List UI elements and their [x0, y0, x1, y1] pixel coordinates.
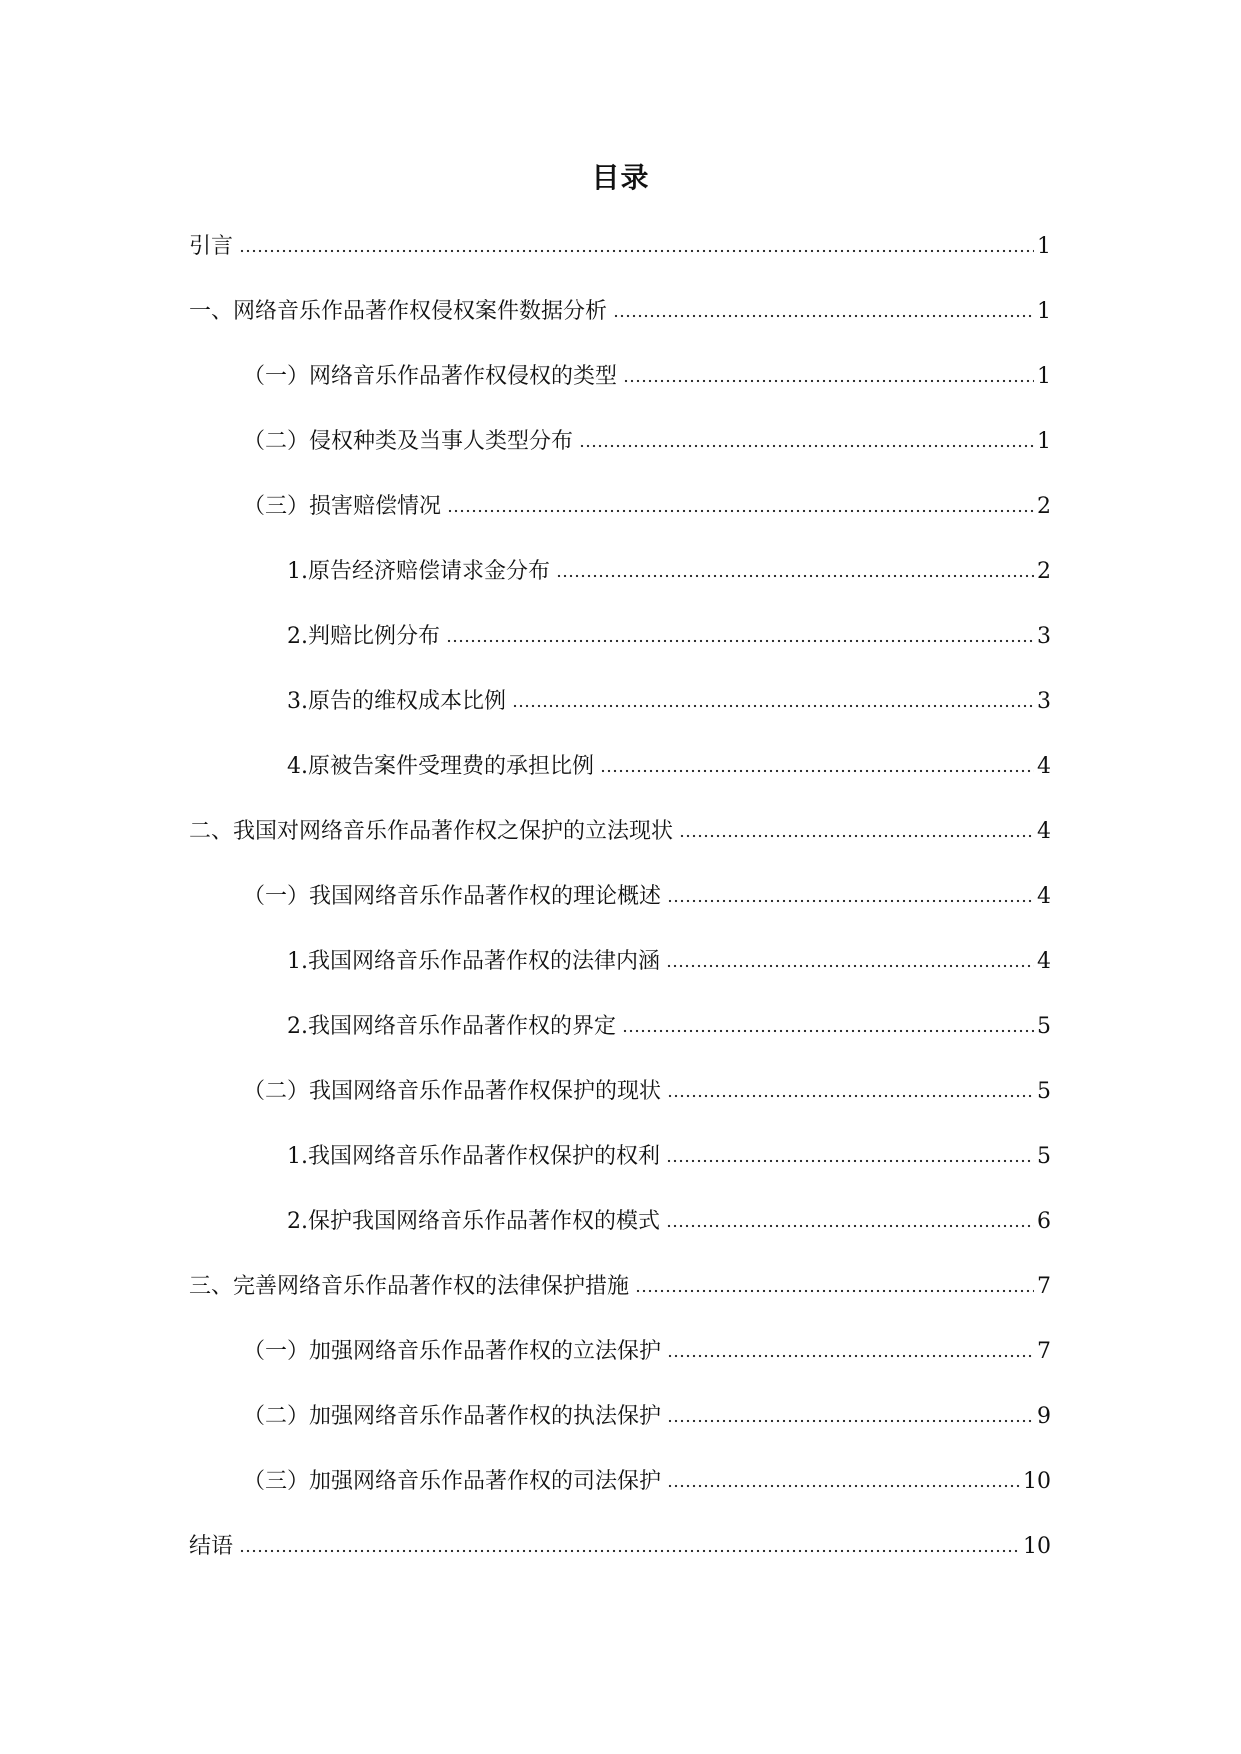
toc-entry[interactable] [189, 232, 1051, 297]
toc-entry-page: 4 [1037, 754, 1051, 779]
toc-dot-leader [667, 1402, 1034, 1424]
toc-dot-leader [667, 1467, 1020, 1489]
toc-dot-leader [635, 1272, 1034, 1294]
toc-entry-text: （二）加强网络音乐作品著作权的执法保护 [243, 1404, 662, 1429]
toc-entry-text: （一）我国网络音乐作品著作权的理论概述 [243, 884, 662, 909]
toc-entry[interactable] [189, 557, 1051, 622]
toc-entry[interactable] [189, 1467, 1051, 1532]
toc-dot-leader [666, 1207, 1034, 1229]
toc-entry-page: 1 [1037, 364, 1051, 389]
toc-entry-page: 5 [1037, 1144, 1051, 1169]
toc-entry-text: 2.判赔比例分布 [287, 624, 440, 649]
toc-entry-page: 3 [1037, 624, 1051, 649]
toc-entry-text: 1.我国网络音乐作品著作权保护的权利 [287, 1144, 660, 1169]
toc-dot-leader [447, 492, 1034, 514]
toc-entry-text: （二）侵权种类及当事人类型分布 [243, 429, 574, 454]
toc-entry-text: 1.原告经济赔偿请求金分布 [287, 559, 550, 584]
toc-entry-text: 结语 [189, 1534, 234, 1559]
toc-entry[interactable] [189, 1207, 1051, 1272]
toc-entry-page: 3 [1037, 689, 1051, 714]
toc-entry-text: 二、我国对网络音乐作品著作权之保护的立法现状 [189, 819, 674, 844]
toc-entry-text: （二）我国网络音乐作品著作权保护的现状 [243, 1079, 662, 1104]
toc-entry-page: 4 [1037, 884, 1051, 909]
toc-entry-text: 引言 [189, 234, 234, 259]
toc-dot-leader [623, 362, 1034, 384]
toc-entry[interactable] [189, 297, 1051, 362]
toc-entry-page: 4 [1037, 819, 1051, 844]
toc-entry-page: 7 [1037, 1274, 1051, 1299]
toc-dot-leader [666, 1142, 1034, 1164]
toc-dot-leader [556, 557, 1034, 579]
toc-entry[interactable] [189, 362, 1051, 427]
toc-entry-text: 2.保护我国网络音乐作品著作权的模式 [287, 1209, 660, 1234]
toc-entry[interactable] [189, 1272, 1051, 1337]
toc-entry[interactable] [189, 1337, 1051, 1402]
toc-entry-page: 1 [1037, 299, 1051, 324]
toc-entry[interactable] [189, 1402, 1051, 1467]
toc-entry-page: 1 [1037, 429, 1051, 454]
toc-entry-text: 一、网络音乐作品著作权侵权案件数据分析 [189, 299, 608, 324]
toc-entry-text: （三）损害赔偿情况 [243, 494, 442, 519]
toc-entry-text: 4.原被告案件受理费的承担比例 [287, 754, 594, 779]
toc-entry-page: 2 [1037, 559, 1051, 584]
toc-title: 目录 [591, 161, 650, 194]
toc-dot-leader [667, 882, 1034, 904]
toc-entry[interactable] [189, 947, 1051, 1012]
toc-entry-text: 三、完善网络音乐作品著作权的法律保护措施 [189, 1274, 630, 1299]
toc-dot-leader [667, 1337, 1034, 1359]
toc-entry-page: 6 [1037, 1209, 1051, 1234]
toc-entry[interactable] [189, 817, 1051, 882]
toc-entry-text: （三）加强网络音乐作品著作权的司法保护 [243, 1469, 662, 1494]
toc-dot-leader [679, 817, 1034, 839]
toc-entry[interactable] [189, 1532, 1051, 1597]
toc-entry[interactable] [189, 1077, 1051, 1142]
toc-entry-page: 5 [1037, 1079, 1051, 1104]
toc-entry-page: 10 [1023, 1469, 1051, 1494]
toc-dot-leader [579, 427, 1034, 449]
toc-dot-leader [600, 752, 1034, 774]
toc-entry-text: （一）网络音乐作品著作权侵权的类型 [243, 364, 618, 389]
toc-dot-leader [666, 947, 1034, 969]
toc-entry[interactable] [189, 687, 1051, 752]
toc-dot-leader [512, 687, 1034, 709]
toc-entry-page: 4 [1037, 949, 1051, 974]
toc-dot-leader [239, 232, 1034, 254]
toc-entry-page: 9 [1037, 1404, 1051, 1429]
toc-dot-leader [613, 297, 1034, 319]
toc-entry-text: （一）加强网络音乐作品著作权的立法保护 [243, 1339, 662, 1364]
toc-dot-leader [446, 622, 1034, 644]
toc-dot-leader [667, 1077, 1034, 1099]
toc-entry[interactable] [189, 1142, 1051, 1207]
toc-entry[interactable] [189, 492, 1051, 557]
toc-entry[interactable] [189, 427, 1051, 492]
toc-dot-leader [239, 1532, 1020, 1554]
toc-entry[interactable] [189, 882, 1051, 947]
toc-entry-page: 1 [1037, 234, 1051, 259]
toc-entry[interactable] [189, 1012, 1051, 1077]
toc-entry-text: 1.我国网络音乐作品著作权的法律内涵 [287, 949, 660, 974]
toc-list [189, 232, 1051, 1597]
toc-entry[interactable] [189, 622, 1051, 687]
toc-entry[interactable] [189, 752, 1051, 817]
toc-entry-page: 10 [1023, 1534, 1051, 1559]
toc-dot-leader [622, 1012, 1034, 1034]
toc-entry-page: 5 [1037, 1014, 1051, 1039]
toc-entry-text: 3.原告的维权成本比例 [287, 689, 506, 714]
toc-entry-text: 2.我国网络音乐作品著作权的界定 [287, 1014, 616, 1039]
toc-entry-page: 7 [1037, 1339, 1051, 1364]
toc-entry-page: 2 [1037, 494, 1051, 519]
